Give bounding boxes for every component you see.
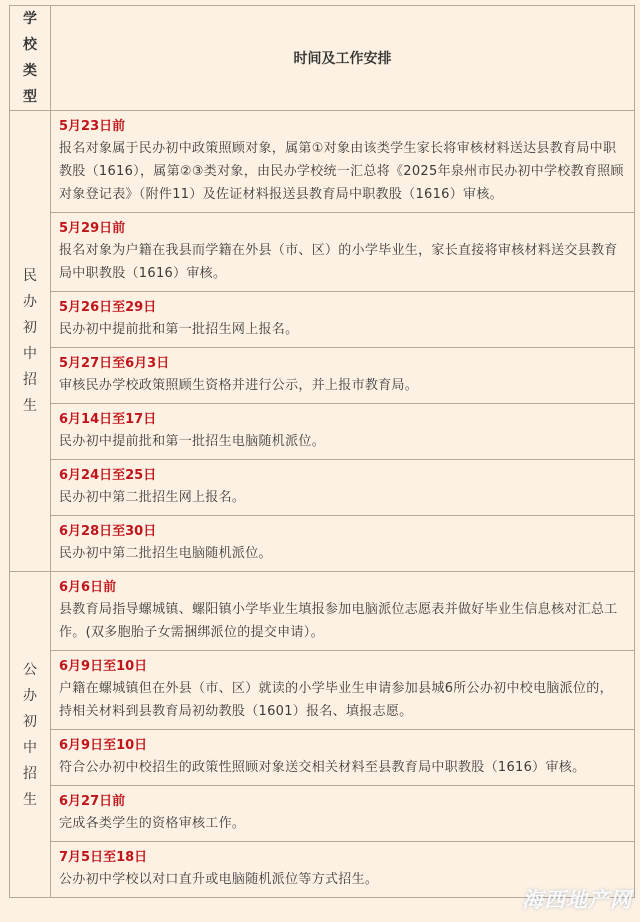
schedule-row <box>10 348 635 404</box>
schedule-date: 5月26日至29日 <box>59 300 157 315</box>
schedule-table <box>9 5 635 898</box>
schedule-date: 5月27日至6月3日 <box>59 356 170 371</box>
header-row <box>10 6 635 111</box>
schedule-item-cell <box>51 348 635 404</box>
schedule-item-cell <box>51 516 635 572</box>
schedule-row <box>10 111 635 213</box>
schedule-item-cell <box>51 572 635 651</box>
schedule-description: 民办初中第二批招生电脑随机派位。 <box>59 546 272 561</box>
schedule-date: 6月14日至17日 <box>59 412 157 427</box>
header-schedule: 时间及工作安排 <box>51 6 635 111</box>
school-type-cell <box>10 572 51 898</box>
schedule-row <box>10 292 635 348</box>
schedule-date: 6月24日至25日 <box>59 468 157 483</box>
schedule-description: 民办初中提前批和第一批招生网上报名。 <box>59 322 299 337</box>
schedule-description: 民办初中第二批招生网上报名。 <box>59 490 246 505</box>
schedule-date: 5月23日前 <box>59 119 126 134</box>
school-type-label: 民办初中招生 <box>23 268 37 414</box>
schedule-row <box>10 786 635 842</box>
schedule-description: 报名对象属于民办初中政策照顾对象，属第①对象由该类学生家长将审核材料送达县教育局中职教股（1616），属第②③类对象，由民办学校统一汇总将《2025年泉州市民办初中学校教育照顾对象登记表》（附件11）及佐证材料报送县教育局中职教股（1616）审核。 <box>59 141 624 202</box>
schedule-row <box>10 404 635 460</box>
schedule-date: 5月29日前 <box>59 221 126 236</box>
schedule-description: 户籍在螺城镇但在外县（市、区）就读的小学毕业生申请参加县城6所公办初中校电脑派位的，持相关材料到县教育局初幼教股（1601）报名、填报志愿。 <box>59 681 613 719</box>
schedule-description: 公办初中学校以对口直升或电脑随机派位等方式招生。 <box>59 872 379 887</box>
schedule-description: 民办初中提前批和第一批招生电脑随机派位。 <box>59 434 326 449</box>
schedule-item-cell <box>51 651 635 730</box>
schedule-description: 审核民办学校政策照顾生资格并进行公示，并上报市教育局。 <box>59 378 419 393</box>
schedule-item-cell <box>51 213 635 292</box>
schedule-item-cell <box>51 786 635 842</box>
schedule-item-cell <box>51 404 635 460</box>
schedule-date: 6月28日至30日 <box>59 524 157 539</box>
schedule-description: 报名对象为户籍在我县而学籍在外县（市、区）的小学毕业生，家长直接将审核材料送交县教育局中职教股（1616）审核。 <box>59 243 618 281</box>
schedule-item-cell <box>51 730 635 786</box>
schedule-item-cell <box>51 460 635 516</box>
watermark-logo: 海西地产网 <box>522 888 632 912</box>
schedule-date: 6月27日前 <box>59 794 126 809</box>
schedule-row <box>10 516 635 572</box>
schedule-item-cell <box>51 111 635 213</box>
header-school-type: 学校类型 <box>10 6 51 111</box>
school-type-cell <box>10 111 51 572</box>
schedule-date: 6月9日至10日 <box>59 738 148 753</box>
schedule-description: 县教育局指导螺城镇、螺阳镇小学毕业生填报参加电脑派位志愿表并做好毕业生信息核对汇总工作。(双多胞胎子女需捆绑派位的提交申请）。 <box>59 602 618 640</box>
schedule-row <box>10 213 635 292</box>
schedule-row <box>10 651 635 730</box>
schedule-date: 6月9日至10日 <box>59 659 148 674</box>
schedule-item-cell <box>51 292 635 348</box>
schedule-row <box>10 730 635 786</box>
schedule-row <box>10 460 635 516</box>
schedule-date: 6月6日前 <box>59 580 117 595</box>
schedule-date: 7月5日至18日 <box>59 850 148 865</box>
school-type-label: 公办初中招生 <box>23 661 37 808</box>
schedule-body <box>10 111 635 898</box>
schedule-row <box>10 572 635 651</box>
schedule-description: 符合公办初中校招生的政策性照顾对象送交相关材料至县教育局中职教股（1616）审核。 <box>59 760 586 775</box>
schedule-description: 完成各类学生的资格审核工作。 <box>59 816 246 831</box>
